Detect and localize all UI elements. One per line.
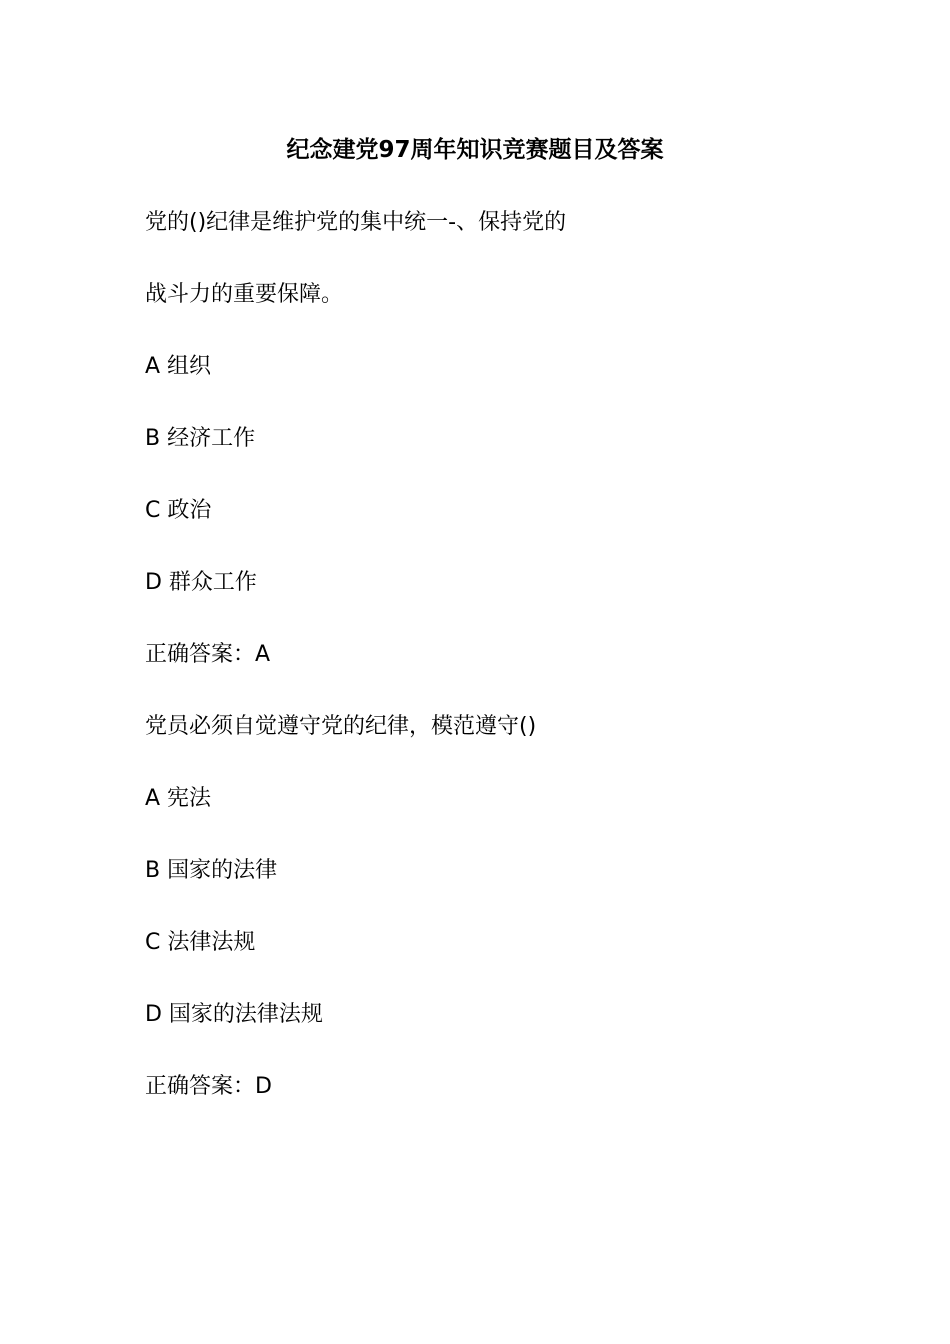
question-2-option-a: A 宪法: [145, 786, 212, 811]
question-1-option-b: B 经济工作: [145, 426, 256, 451]
question-1-option-a: A 组织: [145, 354, 212, 379]
document-title: 纪念建党97周年知识竞赛题目及答案: [286, 137, 664, 163]
question-1-option-d: D 群众工作: [145, 570, 257, 595]
question-2-option-d: D 国家的法律法规: [145, 1002, 323, 1027]
question-1-stem-line-2: 战斗力的重要保障。: [145, 282, 344, 307]
question-1-option-c: C 政治: [145, 498, 212, 523]
question-1-stem-line-1: 党的()纪律是维护党的集中统一-、保持党的: [145, 210, 567, 235]
question-2-stem-line-1: 党员必须自觉遵守党的纪律，模范遵守(): [145, 714, 537, 739]
question-2-option-b: B 国家的法律: [145, 858, 278, 883]
question-1-answer: 正确答案：A: [145, 642, 271, 667]
question-2-answer: 正确答案：D: [145, 1074, 272, 1099]
question-2-option-c: C 法律法规: [145, 930, 256, 955]
